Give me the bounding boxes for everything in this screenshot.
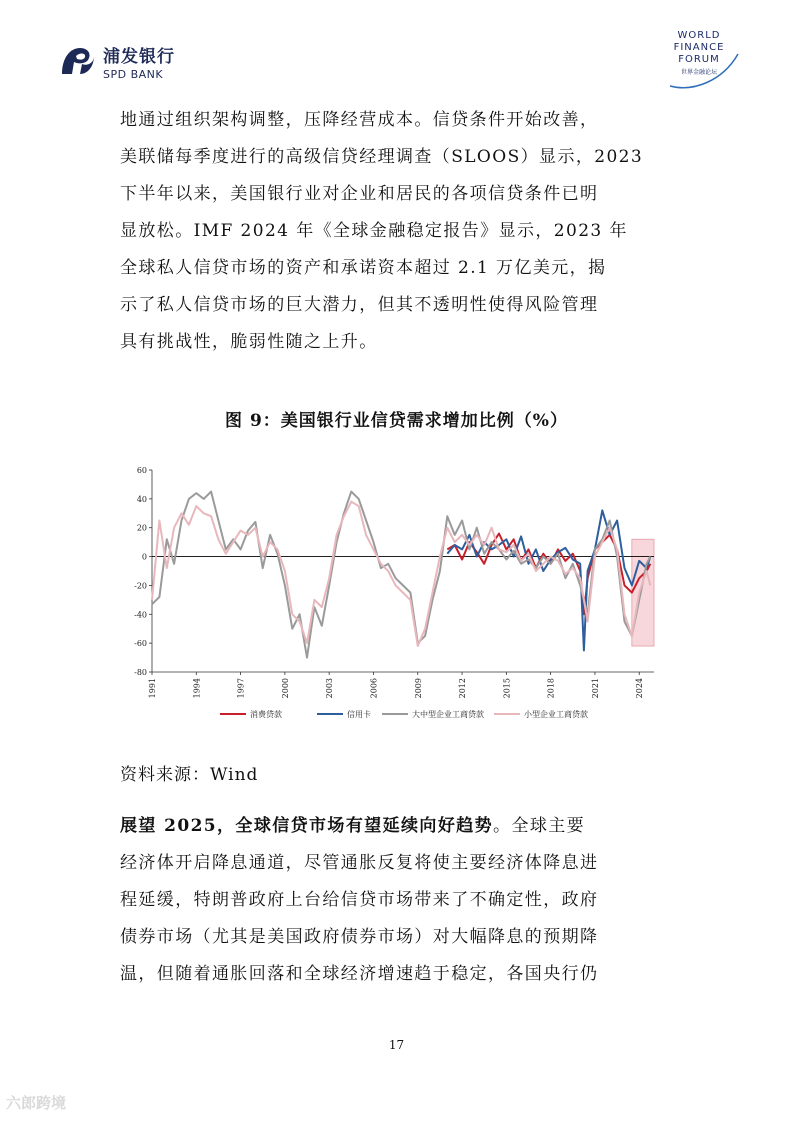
x-tick-label: 2021	[590, 678, 600, 699]
series-line-2	[152, 492, 650, 658]
figure-title: 图 9：美国银行业信贷需求增加比例（%）	[225, 411, 568, 431]
x-tick-label: 2006	[369, 678, 379, 699]
x-tick-label: 1994	[192, 678, 202, 699]
page-header	[0, 0, 793, 90]
wff-line2: FINANCE	[673, 42, 725, 53]
x-tick-label: 2015	[502, 678, 512, 699]
legend-label: 消费贷款	[250, 710, 282, 719]
spd-bank-name-cn: 浦发银行	[103, 47, 175, 67]
x-tick-label: 2003	[325, 678, 335, 699]
wff-line3: FORUM	[678, 54, 720, 65]
y-tick-label: -20	[134, 581, 147, 591]
chart-svg	[122, 458, 682, 728]
y-tick-label: 0	[141, 552, 147, 562]
x-tick-label: 2012	[458, 678, 468, 699]
paragraph-line: 经济体开启降息通道，尽管通胀反复将使主要经济体降息进	[120, 853, 599, 873]
legend-label: 信用卡	[347, 710, 371, 719]
paragraph-line	[120, 808, 680, 845]
y-tick-label: 20	[136, 523, 147, 533]
paragraph-line: 债券市场（尤其是美国政府债券市场）对大幅降息的预期降	[120, 927, 599, 947]
wff-line1: WORLD	[677, 30, 721, 41]
y-tick-label: -60	[134, 639, 147, 649]
y-tick-label: 40	[136, 494, 147, 504]
paragraph-line: 显放松。IMF 2024 年《全球金融稳定报告》显示，2023 年	[120, 221, 628, 241]
legend-label: 小型企业工商贷款	[524, 710, 588, 719]
highlight-region	[632, 539, 654, 646]
paragraph-line: 具有挑战性，脆弱性随之上升。	[120, 332, 378, 352]
paragraph-line: 程延缓，特朗普政府上台给信贷市场带来了不确定性，政府	[120, 890, 599, 910]
x-tick-label: 1991	[148, 678, 157, 699]
credit-demand-chart	[122, 458, 682, 728]
paragraph-credit-conditions	[120, 102, 680, 361]
spd-bank-logo-icon	[58, 44, 96, 78]
paragraph-line: 地通过组织架构调整，压降经营成本。信贷条件开始改善，	[120, 110, 599, 130]
wff-swoosh-icon	[662, 52, 742, 92]
x-tick-label: 2018	[546, 678, 556, 699]
paragraph-lead-rest: 。全球主要	[493, 816, 586, 836]
spd-bank-name-en: SPD BANK	[103, 68, 164, 81]
y-tick-label: -40	[134, 610, 147, 620]
y-tick-label: -80	[134, 668, 147, 677]
paragraph-lead-bold: 展望 2025，全球信贷市场有望延续向好趋势	[120, 816, 494, 836]
x-tick-label: 2000	[280, 678, 290, 699]
paragraph-line: 温，但随着通胀回落和全球经济增速趋于稳定，各国央行仍	[120, 964, 599, 984]
paragraph-line: 下半年以来，美国银行业对企业和居民的各项信贷条件已明	[120, 184, 599, 204]
page-number: 17	[388, 1038, 405, 1052]
spd-bank-name	[103, 42, 175, 81]
x-tick-label: 2024	[635, 678, 645, 699]
x-tick-label: 1997	[236, 678, 246, 699]
paragraph-line: 全球私人信贷市场的资产和承诺资本超过 2.1 万亿美元，揭	[120, 258, 607, 278]
x-tick-label: 2009	[413, 678, 423, 699]
paragraph-outlook	[120, 808, 680, 993]
wff-cn: 世界金融论坛	[680, 69, 717, 76]
legend-label: 大中型企业工商贷款	[412, 710, 484, 719]
source-note: 资料来源：Wind	[120, 765, 259, 785]
paragraph-line: 示了私人信贷市场的巨大潜力，但其不透明性使得风险管理	[120, 295, 599, 315]
watermark: 六郎跨境	[6, 1094, 67, 1112]
y-tick-label: 60	[136, 466, 147, 475]
paragraph-line: 美联储每季度进行的高级信贷经理调查（SLOOS）显示，2023	[120, 147, 644, 167]
